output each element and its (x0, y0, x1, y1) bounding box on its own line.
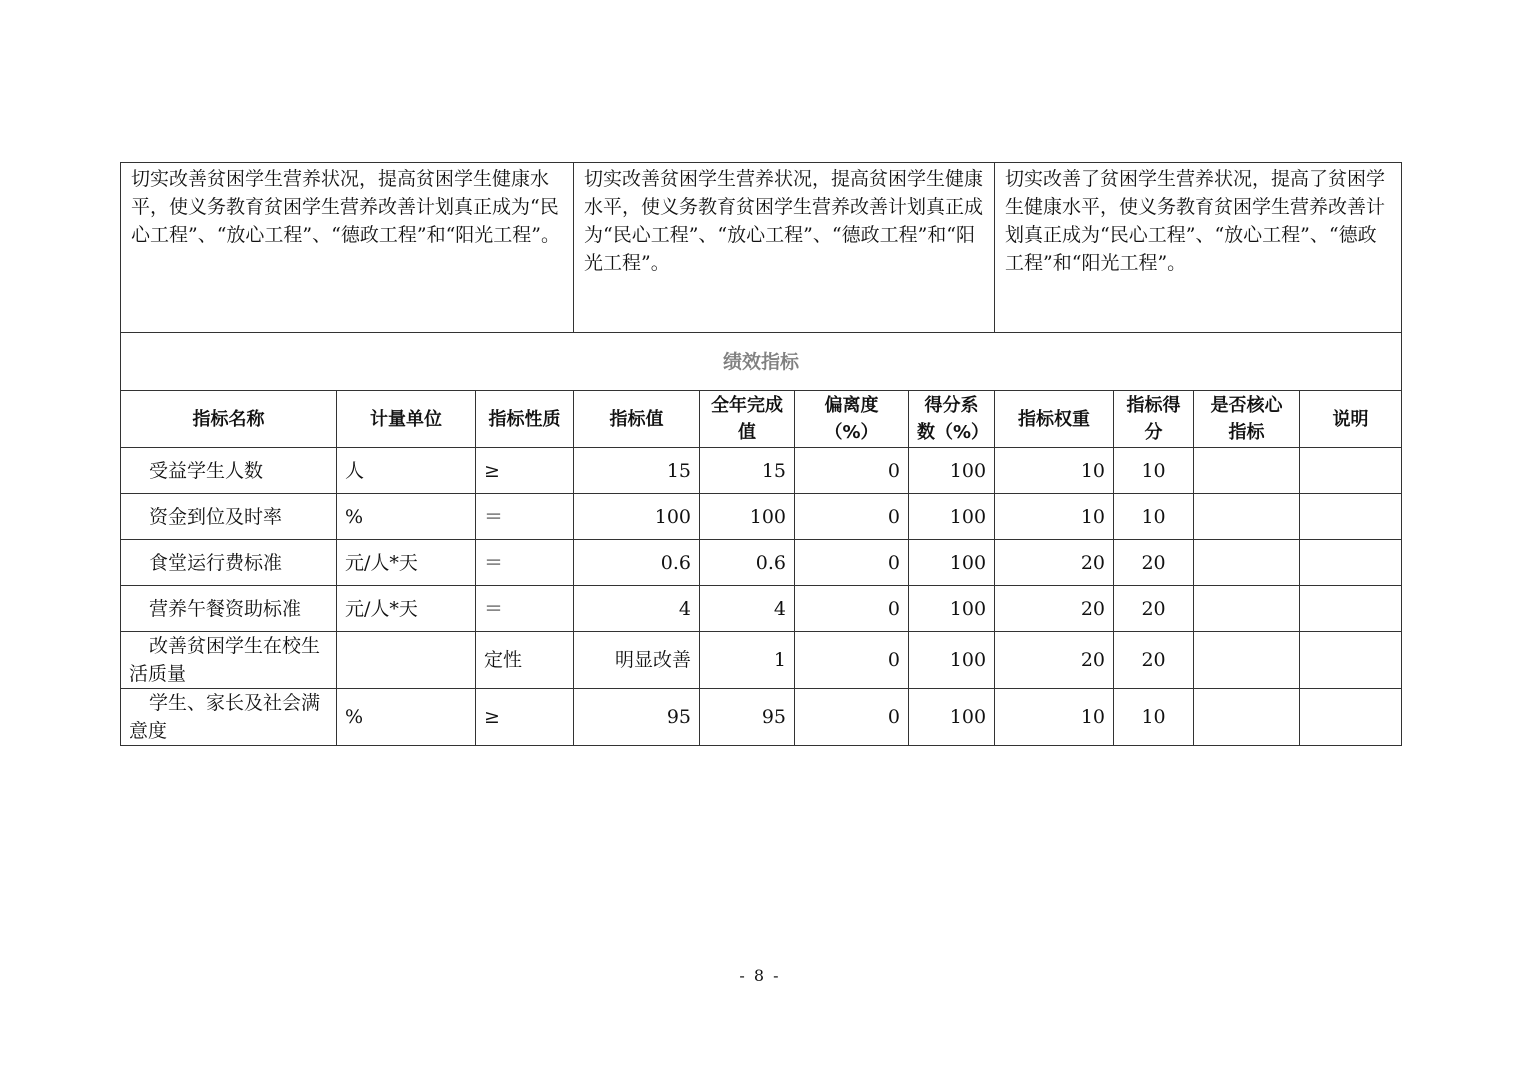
indicator-weight: 20 (995, 540, 1114, 586)
indicator-target: 4 (574, 586, 700, 632)
indicator-deviation: 0 (795, 689, 909, 746)
indicator-deviation: 0 (795, 494, 909, 540)
table-row (121, 494, 1402, 540)
indicator-nature: ＝ (476, 494, 574, 540)
indicator-target: 15 (574, 448, 700, 494)
indicator-actual: 0.6 (700, 540, 795, 586)
indicator-note (1300, 494, 1402, 540)
indicator-note (1300, 689, 1402, 746)
indicator-coef: 100 (909, 494, 995, 540)
indicator-coef: 100 (909, 540, 995, 586)
indicator-nature: ＝ (476, 540, 574, 586)
indicator-weight: 10 (995, 689, 1114, 746)
header-cell: 得分系数（%） (909, 391, 995, 448)
indicator-actual: 4 (700, 586, 795, 632)
indicator-weight: 10 (995, 494, 1114, 540)
indicator-core (1194, 448, 1300, 494)
header-cell: 指标得分 (1114, 391, 1194, 448)
indicator-target: 95 (574, 689, 700, 746)
indicator-deviation: 0 (795, 540, 909, 586)
indicator-score: 20 (1114, 586, 1194, 632)
indicator-nature: ≥ (476, 689, 574, 746)
indicator-unit: 元/人*天 (337, 540, 476, 586)
indicator-target: 100 (574, 494, 700, 540)
indicator-note (1300, 632, 1402, 689)
header-row (121, 391, 1402, 448)
indicator-target: 0.6 (574, 540, 700, 586)
indicator-actual: 100 (700, 494, 795, 540)
table-row (121, 586, 1402, 632)
indicator-core (1194, 540, 1300, 586)
indicator-name: 资金到位及时率 (121, 494, 337, 540)
indicator-nature: ＝ (476, 586, 574, 632)
indicator-name: 改善贫困学生在校生活质量 (121, 632, 337, 689)
header-cell: 偏离度（%） (795, 391, 909, 448)
indicator-actual: 95 (700, 689, 795, 746)
header-cell: 指标值 (574, 391, 700, 448)
indicator-actual: 15 (700, 448, 795, 494)
indicator-actual: 1 (700, 632, 795, 689)
indicator-unit: % (337, 494, 476, 540)
indicator-note (1300, 540, 1402, 586)
page-number: - 8 - (739, 966, 781, 985)
indicator-score: 10 (1114, 448, 1194, 494)
table-row (121, 689, 1402, 746)
performance-table (120, 162, 1402, 746)
completion-text: 切实改善了贫困学生营养状况，提高了贫困学生健康水平，使义务教育贫困学生营养改善计划真正成为“民心工程”、“放心工程”、“德政工程”和“阳光工程”。 (995, 163, 1402, 333)
section-title: 绩效指标 (121, 333, 1402, 391)
header-cell: 指标名称 (121, 391, 337, 448)
indicator-score: 10 (1114, 689, 1194, 746)
indicator-unit (337, 632, 476, 689)
indicator-weight: 10 (995, 448, 1114, 494)
mid-goal-text: 切实改善贫困学生营养状况，提高贫困学生健康水平，使义务教育贫困学生营养改善计划真正成为“民心工程”、“放心工程”、“德政工程”和“阳光工程”。 (574, 163, 995, 333)
indicator-coef: 100 (909, 586, 995, 632)
goals-row (121, 163, 1402, 333)
indicator-name: 食堂运行费标准 (121, 540, 337, 586)
indicator-deviation: 0 (795, 448, 909, 494)
table-row (121, 540, 1402, 586)
indicator-score: 20 (1114, 632, 1194, 689)
table-row (121, 632, 1402, 689)
table-row (121, 448, 1402, 494)
indicator-name: 学生、家长及社会满意度 (121, 689, 337, 746)
indicator-unit: 人 (337, 448, 476, 494)
header-cell: 指标权重 (995, 391, 1114, 448)
header-cell: 指标性质 (476, 391, 574, 448)
indicator-deviation: 0 (795, 632, 909, 689)
indicator-weight: 20 (995, 586, 1114, 632)
indicator-score: 20 (1114, 540, 1194, 586)
indicator-unit: 元/人*天 (337, 586, 476, 632)
indicator-target: 明显改善 (574, 632, 700, 689)
header-cell: 计量单位 (337, 391, 476, 448)
indicator-score: 10 (1114, 494, 1194, 540)
indicator-coef: 100 (909, 448, 995, 494)
indicator-core (1194, 494, 1300, 540)
annual-goal-text: 切实改善贫困学生营养状况，提高贫困学生健康水平，使义务教育贫困学生营养改善计划真正成为“民心工程”、“放心工程”、“德政工程”和“阳光工程”。 (121, 163, 574, 333)
indicator-core (1194, 689, 1300, 746)
section-title-row (121, 333, 1402, 391)
indicator-nature: ≥ (476, 448, 574, 494)
indicator-name: 受益学生人数 (121, 448, 337, 494)
header-cell: 说明 (1300, 391, 1402, 448)
indicator-coef: 100 (909, 632, 995, 689)
indicator-name: 营养午餐资助标准 (121, 586, 337, 632)
indicator-weight: 20 (995, 632, 1114, 689)
indicator-core (1194, 586, 1300, 632)
indicator-unit: % (337, 689, 476, 746)
header-cell: 全年完成值 (700, 391, 795, 448)
indicator-coef: 100 (909, 689, 995, 746)
indicator-nature: 定性 (476, 632, 574, 689)
indicator-deviation: 0 (795, 586, 909, 632)
indicator-note (1300, 448, 1402, 494)
indicator-core (1194, 632, 1300, 689)
header-cell: 是否核心指标 (1194, 391, 1300, 448)
indicator-note (1300, 586, 1402, 632)
